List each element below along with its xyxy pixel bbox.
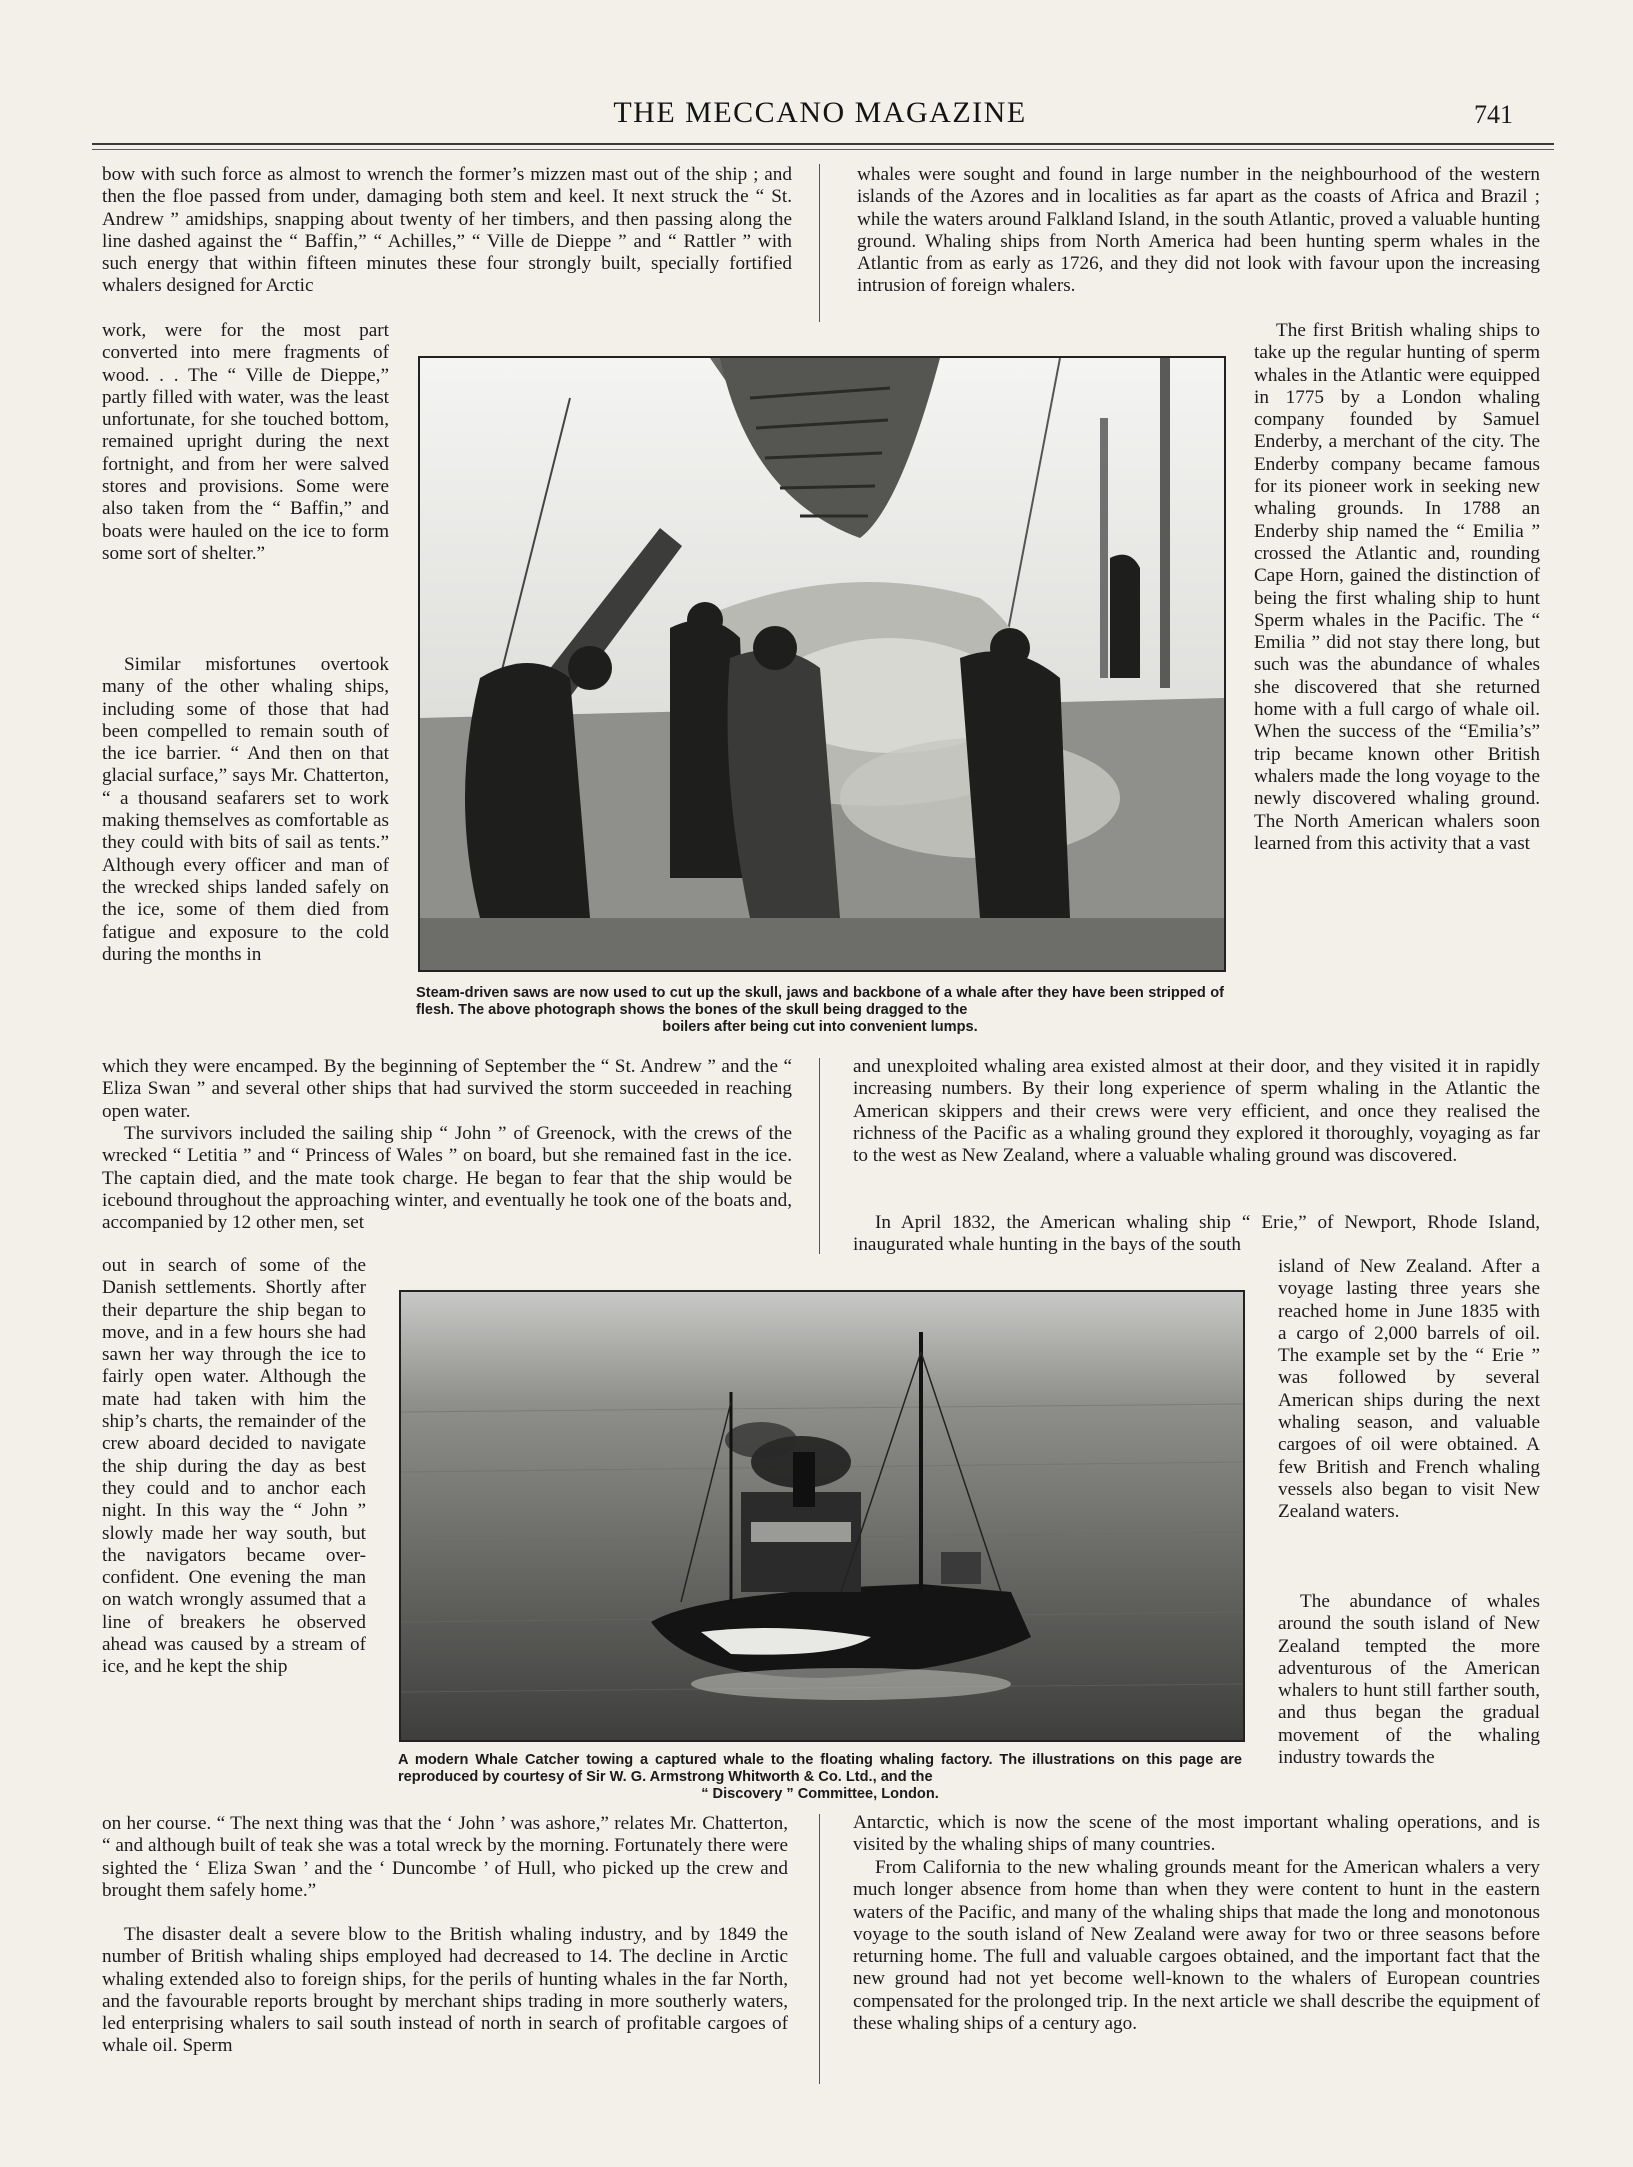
column-divider-bottom (819, 1814, 820, 2084)
right-paragraph-5: From California to the new whaling grounds meant for the American whalers a very much longer absence from home than when they were content to hunt in the eastern waters of the Pacific, and many of the whaling ships that made the long and monotonous voyage to the south island of New Zealand were away for two or three seasons before returning home. The full and valuable cargoes obtained, and the important fact that the new ground had not yet become well-known to the whalers of European countries compensated for the prolonged trip. In the next article we shall describe the equipment of these whaling ships of a century ago. (853, 1857, 1540, 2035)
left-paragraph-3: The survivors included the sailing ship “ John ” of Greenock, with the crews of the wrecked “ Letitia ” and “ Princess of Wales ” on board, but she remained fast in the ice. The captain died, and the mate took charge. He began to fear that the ship would be icebound throughout the approaching winter, and eventually he took one of the boats and, accompanied by 12 other men, set (102, 1123, 792, 1234)
whale-catcher-caption-end: “ Discovery ” Committee, London. (701, 1786, 939, 1802)
column-divider-middle (819, 1058, 820, 1254)
left-paragraph-3-end: on her course. “ The next thing was that the ‘ John ’ was ashore,” relates Mr. Chatterton, “ and although built of teak she was a total wreck by the morning. Fortunately there were sighted the ‘ Eliza Swan ’ and the ‘ Duncombe ’ of Hull, who picked up the crew and brought them safely home.” (102, 1813, 788, 1901)
whale-skull-photo (418, 356, 1226, 972)
left-paragraph-3-cont: out in search of some of the Danish settlements. Shortly after their departure the ship began to move, and in a few hours she had sawn her way through the ice to fairly open water. Although the mate had taken with him the ship’s charts, the remainder of the crew aboard decided to navigate the ship during the day as best they could and to anchor each night. In this way the “ John ” slowly made her way south, but the navigators became over-confident. One evening the man on watch wrongly assumed that a line of breakers he observed ahead was caused by a stream of ice, and he kept the ship (102, 1255, 366, 1678)
whale-skull-caption-text: Steam-driven saws are now used to cut up the skull, jaws and backbone of a whale after they have been stripped of flesh. The above photograph shows the bones of the skull being dragged to the (416, 985, 1224, 1018)
column-divider-top (819, 164, 820, 322)
right-paragraph-4: The abundance of whales around the south island of New Zealand tempted the more adventurous of the American whalers to hunt still farther south, and thus began the gradual movement of the whaling industry towards the (1278, 1591, 1540, 1769)
right-paragraph-3: In April 1832, the American whaling ship “ Erie,” of Newport, Rhode Island, inaugurated whale hunting in the bays of the south (853, 1212, 1540, 1256)
left-paragraph-4: The disaster dealt a severe blow to the British whaling industry, and by 1849 the number of British whaling ships employed had decreased to 14. The decline in Arctic whaling extended also to foreign ships, for the perils of hunting whales in the far North, and the favourable reports brought by merchant ships trading in more southerly waters, led enterprising whalers to sail south instead of north in search of profitable cargoes of whale oil. Sperm (102, 1924, 788, 2057)
left-paragraph-2: Similar misfortunes overtook many of the other whaling ships, including some of those that had been compelled to remain south of the ice barrier. “ And then on that glacial surface,” says Mr. Chatterton, “ a thousand seafarers set to work making themselves as comfortable as they could with bits of sail as tents.” Although every officer and man of the wrecked ships landed safely on the ice, some of them died from fatigue and exposure to the cold during the months in (102, 654, 389, 965)
left-paragraph-1: bow with such force as almost to wrench the former’s mizzen mast out of the ship ; and then the floe passed from under, damaging both stem and keel. It next struck the “ St. Andrew ” amidships, snapping about twenty of her timbers, and then passing along the line dashed against the “ Baffin,” “ Achilles,” “ Ville de Dieppe ” and “ Rattler ” with such energy that within fifteen minutes these four strongly built, specially fortified whalers designed for Arctic (102, 164, 792, 297)
header-rule-thin (92, 149, 1554, 150)
magazine-title: THE MECCANO MAGAZINE (613, 96, 1027, 129)
whale-skull-caption-end: boilers after being cut into convenient lumps. (662, 1019, 978, 1035)
whale-skull-caption (416, 985, 1224, 1036)
right-paragraph-2: The first British whaling ships to take up the regular hunting of sperm whales in the Atlantic were equipped in 1775 by a London whaling company founded by Samuel Enderby, a merchant of the city. The Enderby company became famous for its pioneer work in seeking new whaling grounds. In 1788 an Enderby ship named the “ Emilia ” crossed the Atlantic and, rounding Cape Horn, gained the distinction of being the first whaling ship to hunt Sperm whales in the Pacific. The “ Emilia ” did not stay there long, but such was the abundance of whales she discovered that she returned home with a full cargo of whale oil. When the success of the “Emilia’s” trip became known other British whalers made the long voyage to the newly discovered whaling ground. The North American whalers soon learned from this activity that a vast (1254, 320, 1540, 854)
page-number: 741 (1474, 100, 1513, 129)
right-paragraph-2-cont: and unexploited whaling area existed almost at their door, and they visited it in rapidly increasing numbers. By their long experience of sperm whaling in the Atlantic the American skippers and their crews were very efficient, and once they realised the richness of the Pacific as a whaling ground they explored it thoroughly, voyaging as far to the west as New Zealand, where a valuable whaling ground was discovered. (853, 1056, 1540, 1167)
right-paragraph-4-cont: Antarctic, which is now the scene of the most important whaling operations, and is visited by the whaling ships of many countries. (853, 1812, 1540, 1856)
whale-catcher-photo (399, 1290, 1245, 1742)
whale-catcher-caption-text: A modern Whale Catcher towing a captured whale to the floating whaling factory. The illustrations on this page are reproduced by courtesy of Sir W. G. Armstrong Whitworth & Co. Ltd., and the (398, 1752, 1242, 1785)
right-paragraph-3-cont: island of New Zealand. After a voyage lasting three years she reached home in June 1835 with a cargo of 2,000 barrels of oil. The example set by the “ Erie ” was followed by several American ships during the next whaling season, and valuable cargoes of oil were obtained. A few British and French whaling vessels also began to visit New Zealand waters. (1278, 1256, 1540, 1523)
left-paragraph-2-cont: which they were encamped. By the beginning of September the “ St. Andrew ” and the “ Eliza Swan ” and several other ships that had survived the storm succeeded in reaching open water. (102, 1056, 792, 1122)
right-paragraph-1: whales were sought and found in large number in the neighbourhood of the western islands of the Azores and in localities as far apart as the coasts of Africa and Brazil ; while the waters around Falkland Island, in the south Atlantic, proved a valuable hunting ground. Whaling ships from North America had been hunting sperm whales in the Atlantic from as early as 1726, and they did not look with favour upon the increasing intrusion of foreign whalers. (857, 164, 1540, 297)
whale-catcher-caption (398, 1752, 1242, 1803)
header-rule (92, 143, 1554, 145)
left-paragraph-1-cont: work, were for the most part converted into mere fragments of wood. . . The “ Ville de Dieppe,” partly filled with water, was the least unfortunate, for she touched bottom, remained upright during the next fortnight, and from her were salved stores and provisions. Some were also taken from the “ Baffin,” and boats were hauled on the ice to form some sort of shelter.” (102, 320, 389, 564)
